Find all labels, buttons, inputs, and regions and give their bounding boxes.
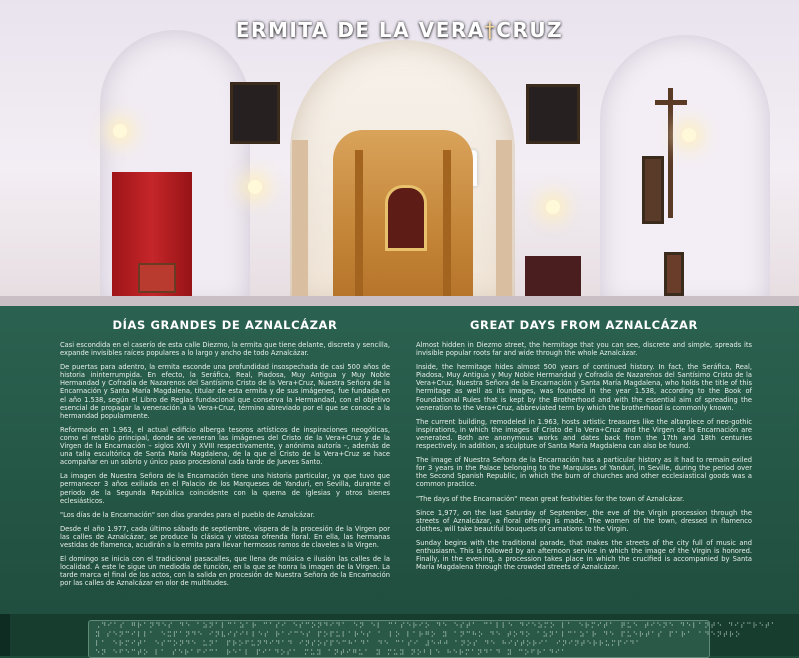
english-heading: GREAT DAYS FROM AZNALCÁZAR [469, 318, 699, 332]
wall-lamp-icon [682, 128, 696, 142]
english-paragraph: Since 1,977, on the last Saturday of September, the eve of the Virgin procession through the streets of Aznalcázar, a floral offering is made. The women of the town, dressed in flamenco clothes, will take beautiful bouquets of carnations to the Virgin. [416, 508, 752, 533]
text-panel [0, 306, 799, 614]
spanish-paragraph: Casi escondida en el caserío de esta calle Diezmo, la ermita que tiene delante, discreta y sencilla, expande invisibles raíces populares a lo largo y ancho de todo Aznalcázar. [60, 341, 390, 358]
english-paragraph: Inside, the hermitage hides almost 500 years of continued history. In fact, the Seráfica, Real, Piadosa, Muy Antigua y Muy Noble Hermandad y Cofradía de Nazarenos del Santísimo Cristo de la Vera+Cruz, Nuestra Señora de la Encarnación y Santa María Magdalena, who holds the title of this hermitage as well as its images, was founded in the year 1.538, according to the Book of Foundational Rules that is kept by the Brotherhood and with the essential aim of spreading the veneration to the Vera+Cruz, abbreviated term by which the brotherhood is commonly known. [416, 363, 752, 412]
wall-lamp-icon [248, 180, 262, 194]
wall-lamp-icon [113, 124, 127, 138]
altar-column [355, 150, 363, 306]
small-portrait [664, 252, 684, 296]
spanish-paragraph: La imagen de Nuestra Señora de la Encarnación tiene una historia particular, ya que tuvo que permanecer 3 años exiliada en el Palacio de los Marqueses de Yandurí, en Sevilla, durante el periodo de la Segunda República coincidente con la quema de iglesias y otros bienes eclesiásticos. [60, 472, 390, 505]
spanish-paragraph: "Los días de la Encarnación" son días grandes para el pueblo de Aznalcázar. [60, 510, 315, 519]
english-paragraph: The current building, remodeled in 1.963, hosts artistic treasures like the altarpiece of neo-gothic inspirations, in which the images of Cristo de la Vera+Cruz and the Virgen de la Encarnación are venerated. Both are anonymous works and dates back from the 17th and 18th centuries respectively. In addition, a sculpture of Santa María Magdalena can also be found. [416, 417, 752, 451]
spanish-paragraph: De puertas para adentro, la ermita esconde una profundidad insospechada de casi 500 años de historia ininterrumpida. En efecto, la Seráfica, Real, Piadosa, Muy Antigua y Muy Noble Hermandad y Cofradía de Nazarenos del Santísimo Cristo de la Vera+Cruz, Nuestra Señora de la Encarnación y Santa María Magdalena, titular de esta ermita y de sus imágenes, fue fundada en el año 1.538, según el Libro de Reglas fundacional que conserva la Hermandad, con el objetivo esencial de propagar la veneración a la Vera+Cruz, término abreviado por el que se conoce a la hermandad popularmente. [60, 363, 390, 420]
english-paragraph: The image of Nuestra Señora de la Encarnación has a particular history as it had to remain exiled for 3 years in the Palace belonging to the Marquises of Yandurí, in Seville, during the period over the Second Spanish Republic, in which the burn of churches and other ecclesiastical goods was a common practice. [416, 456, 752, 489]
sign-title [236, 18, 563, 42]
braille-line: ⠑⠝ ⠑⠋⠑⠉⠞⠕ ⠇⠁ ⠎⠑⠗⠁⠋⠊⠉⠁ ⠗⠑⠁⠇ ⠏⠊⠁⠙⠕⠎⠁ ⠍⠥⠽ ⠁⠝⠞⠊⠛⠥⠁ ⠽ ⠍⠥⠽ ⠝⠕⠃⠇⠑ ⠓⠑⠗⠍⠁⠝⠙⠁⠙ ⠽ ⠉⠕⠋⠗⠁⠙⠊⠁ [95, 649, 568, 657]
braille-bar [0, 614, 799, 656]
hermitage-interior-photo [0, 0, 799, 306]
floor [0, 296, 799, 306]
title-part-2: CRUZ [496, 18, 564, 42]
crucifix-arm [655, 100, 687, 105]
sign-post [0, 614, 10, 656]
braille-plate [88, 620, 778, 658]
saint-painting [642, 156, 664, 224]
wall-lamp-icon [546, 200, 560, 214]
right-pillar [496, 140, 512, 306]
crucifix [668, 88, 673, 218]
left-pillar [292, 140, 308, 306]
altar-column [443, 150, 451, 306]
title-part-1: ERMITA DE LA VERA [235, 18, 485, 42]
dark-painting-left [230, 82, 280, 144]
small-red-painting [138, 263, 176, 293]
virgin-niche [385, 185, 427, 251]
cross-icon: † [484, 18, 497, 42]
title-bar [0, 18, 799, 42]
braille-line: ⠠⠙⠊⠁⠎ ⠛⠗⠁⠝⠙⠑⠎ ⠙⠑ ⠁⠵⠝⠁⠇⠉⠁⠵⠁⠗ ⠉⠁⠎⠊ ⠑⠎⠉⠕⠝⠙⠊⠙⠁ ⠑⠝ ⠑⠇ ⠉⠁⠎⠑⠗⠊⠕ ⠙⠑ ⠑⠎⠞⠁ ⠉⠁⠇⠇⠑ ⠙⠊⠑⠵⠍⠕ ⠇⠁ ⠑⠗⠍⠊⠞⠁ ⠟⠥⠑ ⠞⠊⠑⠝⠑ ⠙⠑⠇⠁⠝⠞⠑ ⠙⠊⠎⠉⠗⠑⠞⠁ [95, 622, 778, 630]
dark-painting-right [526, 84, 580, 144]
spanish-heading: DÍAS GRANDES DE AZNALCÁZAR [112, 318, 338, 332]
spanish-paragraph: Reformado en 1.963, el actual edificio alberga tesoros artísticos de inspiraciones neogóticas, como el retablo principal, donde se veneran las imágenes del Cristo de la Vera+Cruz y de la Virgen de la Encarnación – siglos XVII y XVIII respectivamente, y anónima autoría –, además de una talla escultórica de Santa María Magdalena, de la que el Cristo de la Vera+Cruz se hace acompañar en un sobrio y único paso procesional cada tarde de Jueves Santo. [60, 425, 390, 467]
english-paragraph: Sunday begins with the traditional parade, that makes the streets of the city full of music and enthusiasm. This is followed by an afternoon service in which the image of the Virgin is honored. Finally, in the evening, a procession takes place in which the crucified is accompanied by Santa María Magdalena through the crowded streets of Aznalcázar. [416, 538, 752, 572]
english-paragraph: Almost hidden in Diezmo street, the hermitage that you can see, discrete and simple, spreads its invisible popular roots far and wide through the whole Aznalcázar. [416, 341, 752, 358]
english-paragraph: "The days of the Encarnación" mean great festivities for the town of Aznalcázar. [416, 494, 685, 503]
english-column [416, 318, 752, 577]
braille-line: ⠽ ⠎⠑⠝⠉⠊⠇⠇⠁ ⠑⠭⠏⠁⠝⠙⠑ ⠊⠝⠧⠊⠎⠊⠃⠇⠑⠎ ⠗⠁⠊⠉⠑⠎ ⠏⠕⠏⠥⠇⠁⠗⠑⠎ ⠁ ⠇⠕ ⠇⠁⠗⠛⠕ ⠽ ⠁⠝⠉⠓⠕ ⠙⠑ ⠞⠕⠙⠕ ⠁⠵⠝⠁⠇⠉⠁⠵⠁⠗ ⠙⠑ ⠏⠥⠑⠗⠞⠁⠎ ⠏⠁⠗⠁ ⠁⠙⠑⠝⠞⠗⠕ [95, 631, 742, 639]
right-arch [600, 35, 770, 306]
spanish-column [60, 318, 390, 593]
braille-line: ⠇⠁ ⠑⠗⠍⠊⠞⠁ ⠑⠎⠉⠕⠝⠙⠑ ⠥⠝⠁ ⠏⠗⠕⠋⠥⠝⠙⠊⠙⠁⠙ ⠊⠝⠎⠕⠎⠏⠑⠉⠓⠁⠙⠁ ⠙⠑ ⠉⠁⠎⠊ ⠼⠑⠚⠚ ⠁⠝⠕⠎ ⠙⠑ ⠓⠊⠎⠞⠕⠗⠊⠁ ⠊⠝⠊⠝⠞⠑⠗⠗⠥⠍⠏⠊⠙⠁ [95, 640, 642, 648]
spanish-paragraph: El domingo se inicia con el tradicional pasacalles, que llena de música e ilusión las calles de la localidad. A este le sigue un mediodía de función, en la que se honra la imagen de la Virgen. La tarde marca el final de los actos, con la salida en procesión de Nuestra Señora de la Encarnación por las calles de Aznalcázar en olor de multitudes. [60, 555, 390, 588]
spanish-paragraph: Desde el año 1.977, cada último sábado de septiembre, víspera de la procesión de la Virgen por las calles de Aznalcázar, se produce la clásica y vistosa ofrenda floral. En ella, las hermanas vestidas de flamenca, acudirán a la ermita para llevar hermosos ramos de claveles a la Virgen. [60, 524, 390, 549]
